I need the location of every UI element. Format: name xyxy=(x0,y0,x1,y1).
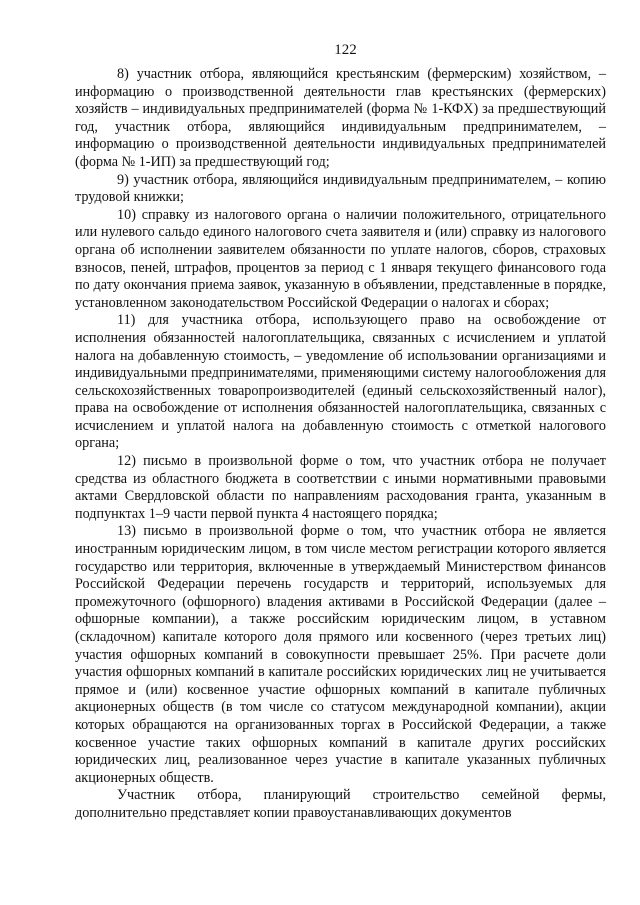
paragraph-item-10: 10) справку из налогового органа о наличии положительного, отрицательного или нулевого сальдо единого налогового счета заявителя и (или) справку из налогового органа об исполнении заявителем обязанности по уплате налогов, сборов, страховых взносов, пеней, штрафов, процентов за период с 1 января текущего финансового года по дату окончания приема заявок, указанную в объявлении, представленные в порядке, установленном законодательством Российской Федерации о налогах и сборах; xyxy=(75,206,606,311)
paragraph-item-8: 8) участник отбора, являющийся крестьянским (фермерским) хозяйством, – информацию о производственной деятельности глав крестьянских (фермерских) хозяйств – индивидуальных предпринимателей (форма № 1-КФХ) за предшествующий год, участник отбора, являющийся индивидуальным предпринимателем, – информацию о производственной деятельности индивидуальных предпринимателей (форма № 1-ИП) за предшествующий год; xyxy=(75,66,606,170)
paragraph-item-12: 12) письмо в произвольной форме о том, что участник отбора не получает средства из областного бюджета в соответствии с иными нормативными правовыми актами Свердловской области по направлениям расходования гранта, указанным в подпунктах 1–9 части первой пункта 4 настоящего порядка; xyxy=(75,453,606,522)
paragraph-item-9: 9) участник отбора, являющийся индивидуальным предпринимателем, – копию трудовой книжки; xyxy=(75,171,606,206)
page-number: 122 xyxy=(334,42,357,58)
paragraph-item-13: 13) письмо в произвольной форме о том, что участник отбора не является иностранным юридическим лицом, в том числе местом регистрации которого является государство или территория, включенные в утверждаемый Министерством финансов Российской Федерации перечень государств и территорий, используемых для промежуточного (офшорного) владения активами в Российской Федерации (далее – офшорные компании), а также российским юридическим лицом, в уставном (складочном) капитале которого доля прямого или косвенного (через третьих лиц) участия офшорных компаний в совокупности превышает 25%. При расчете доли участия офшорных компаний в капитале российских юридических лиц не учитывается прямое и (или) косвенное участие офшорных компаний в капитале публичных акционерных обществ (в том числе со статусом международной компании), акции которых обращаются на организованных торгах в Российской Федерации, а также косвенное участие таких офшорных компаний в капитале других российских юридических лиц, реализованное через участие в капитале указанных публичных акционерных обществ. xyxy=(75,523,606,786)
paragraph-item-11: 11) для участника отбора, использующего право на освобождение от исполнения обязанностей налогоплательщика, связанных с исчислением и уплатой налога на добавленную стоимость, – уведомление об использовании организациями и индивидуальными предпринимателями, применяющими систему налогообложения для сельскохозяйственных товаропроизводителей (единый сельскохозяйственный налог), права на освобождение от исполнения обязанностей налогоплательщика, связанных с исчислением и уплатой налога на добавленную стоимость с отметкой налогового органа; xyxy=(75,312,606,452)
paragraph-family-farm: Участник отбора, планирующий строительство семейной фермы, дополнительно представляет копии правоустанавливающих документов xyxy=(75,787,606,821)
